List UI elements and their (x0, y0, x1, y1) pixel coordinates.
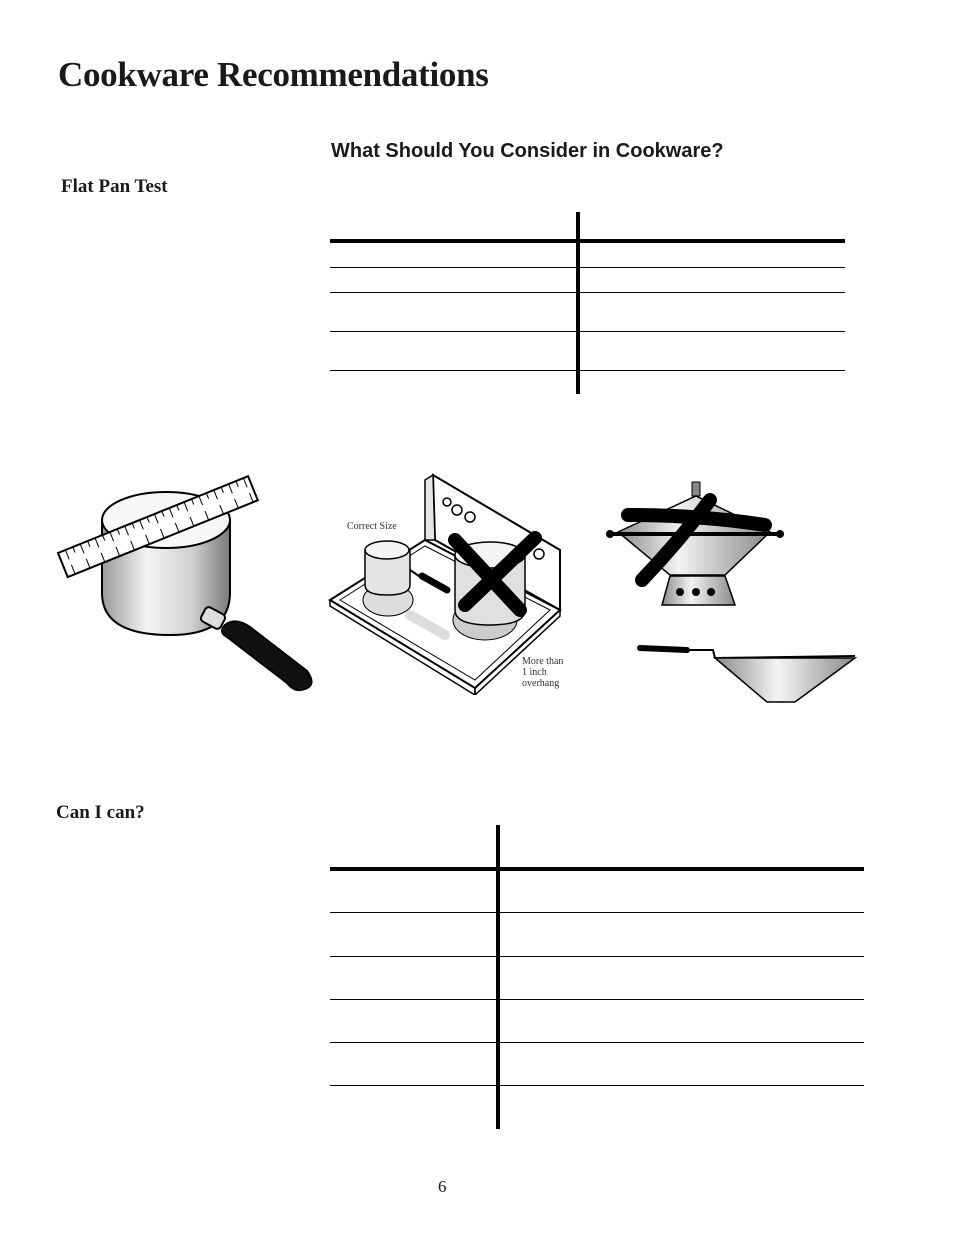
table-row-rule (330, 956, 864, 957)
table-row-rule (330, 1042, 864, 1043)
table-row-rule (330, 331, 845, 332)
wok-icon (635, 640, 860, 710)
table-row-rule (330, 267, 845, 268)
correct-size-label: Correct Size (347, 521, 397, 532)
cookware-table (330, 212, 845, 394)
steamer-crossed-out-icon (600, 480, 790, 610)
section-heading-cookware: What Should You Consider in Cookware? (331, 140, 724, 162)
table-row-rule (330, 292, 845, 293)
flat-pan-test-heading: Flat Pan Test (61, 176, 168, 197)
table-row-rule (330, 999, 864, 1000)
page-title: Cookware Recommendations (58, 55, 489, 94)
table-row-rule (330, 912, 864, 913)
ruler-on-pan-icon (55, 475, 315, 700)
can-i-can-heading: Can I can? (56, 802, 145, 823)
page-number: 6 (438, 1177, 447, 1196)
overhang-label: More than 1 inch overhang (522, 656, 564, 689)
table-header-rule (330, 867, 864, 871)
table-header-rule (330, 239, 845, 243)
table-row-rule (330, 1085, 864, 1086)
table-row-rule (330, 370, 845, 371)
canning-table (330, 825, 864, 1129)
